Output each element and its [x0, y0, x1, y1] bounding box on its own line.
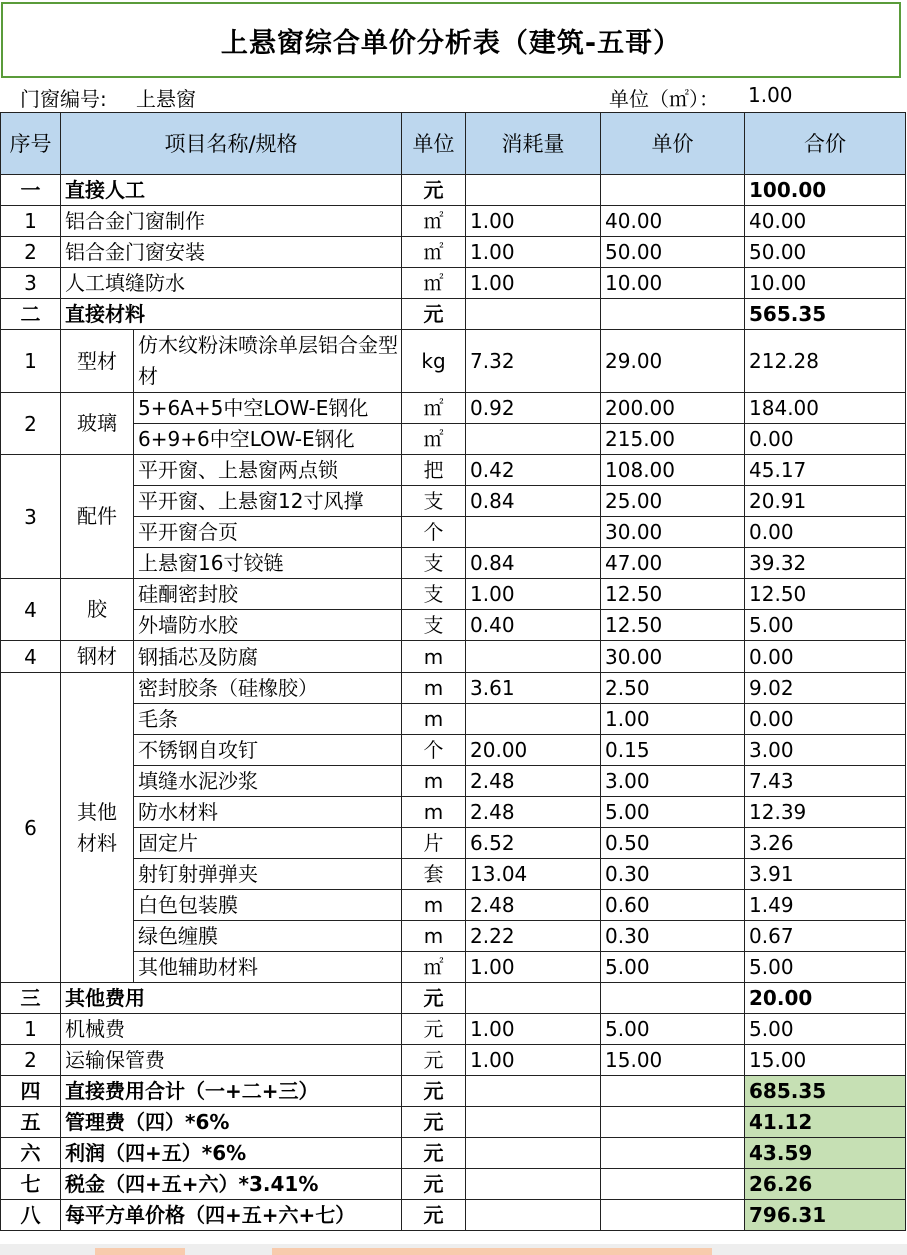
- table-row: [1, 797, 906, 828]
- table-row: [1, 1014, 906, 1045]
- total-cell: 0.00: [745, 517, 906, 548]
- seq-cell: 2: [1, 237, 61, 268]
- table-row: [1, 890, 906, 921]
- name-cell: 平开窗、上悬窗12寸风撑: [134, 486, 402, 517]
- price-cell: 3.00: [601, 766, 745, 797]
- unit-cell: m: [402, 641, 466, 673]
- window-code-label: 门窗编号:: [20, 87, 107, 111]
- total-cell: 50.00: [745, 237, 906, 268]
- table-row: [1, 673, 906, 704]
- unit-cell: 元: [402, 175, 466, 206]
- name-cell: 其他辅助材料: [134, 952, 402, 983]
- name-cell: 射钉射弹弹夹: [134, 859, 402, 890]
- col-header-unit: 单位: [402, 113, 466, 175]
- name-cell: 平开窗、上悬窗两点锁: [134, 455, 402, 486]
- qty-cell: [466, 517, 601, 548]
- qty-cell: [466, 1076, 601, 1107]
- price-cell: 0.50: [601, 828, 745, 859]
- total-cell: 0.00: [745, 704, 906, 735]
- unit-cell: 元: [402, 299, 466, 330]
- table-row: [1, 330, 906, 393]
- seq-cell: 4: [1, 641, 61, 673]
- name-cell: 运输保管费: [61, 1045, 402, 1076]
- qty-cell: [466, 1107, 601, 1138]
- unit-cell: 元: [402, 1138, 466, 1169]
- table-row: [1, 268, 906, 299]
- total-cell: 39.32: [745, 548, 906, 579]
- seq-cell: 1: [1, 330, 61, 393]
- qty-cell: 7.32: [466, 330, 601, 393]
- name-cell: 绿色缠膜: [134, 921, 402, 952]
- unit-cell: kg: [402, 330, 466, 393]
- price-cell: [601, 1076, 745, 1107]
- table-row: [1, 237, 906, 268]
- cost-table: [0, 112, 906, 1231]
- total-cell: 12.39: [745, 797, 906, 828]
- qty-cell: [466, 1138, 601, 1169]
- name-cell: 6+9+6中空LOW-E钢化: [134, 424, 402, 455]
- col-header-qty: 消耗量: [466, 113, 601, 175]
- price-cell: 30.00: [601, 641, 745, 673]
- table-header-row: [1, 113, 906, 175]
- col-header-price: 单价: [601, 113, 745, 175]
- price-cell: 30.00: [601, 517, 745, 548]
- table-row: [1, 921, 906, 952]
- total-cell: 43.59: [745, 1138, 906, 1169]
- total-cell: 184.00: [745, 393, 906, 424]
- total-cell: 41.12: [745, 1107, 906, 1138]
- unit-cell: 支: [402, 610, 466, 641]
- name-cell: 外墙防水胶: [134, 610, 402, 641]
- price-cell: 25.00: [601, 486, 745, 517]
- category-cell: 玻璃: [61, 393, 134, 455]
- unit-cell: 元: [402, 1169, 466, 1200]
- unit-cell: ㎡: [402, 206, 466, 237]
- qty-cell: 1.00: [466, 1014, 601, 1045]
- price-cell: 40.00: [601, 206, 745, 237]
- category-cell: 钢材: [61, 641, 134, 673]
- name-cell: 其他费用: [61, 983, 402, 1014]
- total-cell: 5.00: [745, 1014, 906, 1045]
- title-box: [1, 2, 901, 78]
- unit-cell: 元: [402, 1045, 466, 1076]
- section-row: [1, 983, 906, 1014]
- price-cell: 50.00: [601, 237, 745, 268]
- total-cell: 3.00: [745, 735, 906, 766]
- window-code-value: 上悬窗: [136, 87, 196, 111]
- unit-cell: 片: [402, 828, 466, 859]
- unit-cell: 个: [402, 735, 466, 766]
- info-row: [0, 80, 907, 112]
- name-cell: 每平方单价格（四+五+六+七）: [61, 1200, 402, 1231]
- name-cell: 铝合金门窗安装: [61, 237, 402, 268]
- total-cell: 20.00: [745, 983, 906, 1014]
- unit-cell: m: [402, 797, 466, 828]
- unit-cell: 把: [402, 455, 466, 486]
- price-cell: 1.00: [601, 704, 745, 735]
- name-cell: 直接费用合计（一+二+三）: [61, 1076, 402, 1107]
- total-cell: 5.00: [745, 610, 906, 641]
- seq-cell: 三: [1, 983, 61, 1014]
- price-cell: 215.00: [601, 424, 745, 455]
- name-cell: 仿木纹粉沫喷涂单层铝合金型材: [134, 330, 402, 393]
- qty-cell: 3.61: [466, 673, 601, 704]
- qty-cell: 13.04: [466, 859, 601, 890]
- unit-cell: m: [402, 890, 466, 921]
- price-cell: 0.60: [601, 890, 745, 921]
- total-cell: 9.02: [745, 673, 906, 704]
- name-cell: 防水材料: [134, 797, 402, 828]
- qty-cell: 0.84: [466, 548, 601, 579]
- name-cell: 直接材料: [61, 299, 402, 330]
- table-row: [1, 579, 906, 610]
- unit-cell: ㎡: [402, 393, 466, 424]
- total-cell: 26.26: [745, 1169, 906, 1200]
- name-cell: 白色包装膜: [134, 890, 402, 921]
- unit-cell: 支: [402, 548, 466, 579]
- seq-cell: 4: [1, 579, 61, 641]
- price-cell: 12.50: [601, 579, 745, 610]
- seq-cell: 2: [1, 393, 61, 455]
- price-cell: 0.30: [601, 859, 745, 890]
- price-cell: 2.50: [601, 673, 745, 704]
- name-cell: 填缝水泥沙浆: [134, 766, 402, 797]
- qty-cell: 1.00: [466, 206, 601, 237]
- total-cell: 3.26: [745, 828, 906, 859]
- col-header-name: 项目名称/规格: [61, 113, 402, 175]
- name-cell: 人工填缝防水: [61, 268, 402, 299]
- table-row: [1, 828, 906, 859]
- price-cell: [601, 983, 745, 1014]
- seq-cell: 七: [1, 1169, 61, 1200]
- qty-cell: 0.84: [466, 486, 601, 517]
- qty-cell: [466, 424, 601, 455]
- qty-cell: 1.00: [466, 1045, 601, 1076]
- unit-cell: m: [402, 921, 466, 952]
- summary-row: [1, 1169, 906, 1200]
- total-cell: 100.00: [745, 175, 906, 206]
- qty-cell: 2.48: [466, 766, 601, 797]
- qty-cell: [466, 1169, 601, 1200]
- unit-cell: m: [402, 766, 466, 797]
- total-cell: 40.00: [745, 206, 906, 237]
- table-row: [1, 486, 906, 517]
- section-row: [1, 175, 906, 206]
- qty-cell: [466, 641, 601, 673]
- name-cell: 不锈钢自攻钉: [134, 735, 402, 766]
- section-row: [1, 299, 906, 330]
- unit-cell: 支: [402, 579, 466, 610]
- unit-cell: ㎡: [402, 268, 466, 299]
- category-cell: 胶: [61, 579, 134, 641]
- table-row: [1, 641, 906, 673]
- qty-cell: 1.00: [466, 952, 601, 983]
- seq-cell: 五: [1, 1107, 61, 1138]
- sheet-bottom-strip: [0, 1244, 907, 1255]
- unit-cell: ㎡: [402, 952, 466, 983]
- total-cell: 7.43: [745, 766, 906, 797]
- total-cell: 0.00: [745, 641, 906, 673]
- total-cell: 12.50: [745, 579, 906, 610]
- price-cell: [601, 175, 745, 206]
- unit-cell: m: [402, 673, 466, 704]
- summary-row: [1, 1138, 906, 1169]
- total-cell: 10.00: [745, 268, 906, 299]
- qty-cell: [466, 983, 601, 1014]
- qty-cell: 6.52: [466, 828, 601, 859]
- qty-cell: 0.40: [466, 610, 601, 641]
- unit-cell: 支: [402, 486, 466, 517]
- total-cell: 20.91: [745, 486, 906, 517]
- seq-cell: 二: [1, 299, 61, 330]
- table-row: [1, 859, 906, 890]
- seq-cell: 3: [1, 455, 61, 579]
- unit-cell: 元: [402, 1014, 466, 1045]
- name-cell: 铝合金门窗制作: [61, 206, 402, 237]
- name-cell: 固定片: [134, 828, 402, 859]
- total-cell: 1.49: [745, 890, 906, 921]
- total-cell: 3.91: [745, 859, 906, 890]
- seq-cell: 2: [1, 1045, 61, 1076]
- name-cell: 钢插芯及防腐: [134, 641, 402, 673]
- name-cell: 硅酮密封胶: [134, 579, 402, 610]
- price-cell: 15.00: [601, 1045, 745, 1076]
- unit-cell: 个: [402, 517, 466, 548]
- qty-cell: [466, 1200, 601, 1231]
- price-cell: [601, 1138, 745, 1169]
- summary-row: [1, 1200, 906, 1231]
- name-cell: 5+6A+5中空LOW-E钢化: [134, 393, 402, 424]
- category-cell: 其他材料: [61, 673, 134, 983]
- name-cell: 上悬窗16寸铰链: [134, 548, 402, 579]
- total-cell: 212.28: [745, 330, 906, 393]
- table-row: [1, 766, 906, 797]
- table-row: [1, 517, 906, 548]
- unit-cell: 元: [402, 1200, 466, 1231]
- unit-cell: 元: [402, 1076, 466, 1107]
- seq-cell: 六: [1, 1138, 61, 1169]
- name-cell: 机械费: [61, 1014, 402, 1045]
- table-row: [1, 610, 906, 641]
- price-cell: [601, 1107, 745, 1138]
- qty-cell: 20.00: [466, 735, 601, 766]
- seq-cell: 1: [1, 206, 61, 237]
- name-cell: 密封胶条（硅橡胶）: [134, 673, 402, 704]
- seq-cell: 一: [1, 175, 61, 206]
- seq-cell: 八: [1, 1200, 61, 1231]
- table-row: [1, 206, 906, 237]
- total-cell: 45.17: [745, 455, 906, 486]
- unit-cell: m: [402, 704, 466, 735]
- price-cell: 5.00: [601, 797, 745, 828]
- unit-cell: ㎡: [402, 424, 466, 455]
- price-cell: 12.50: [601, 610, 745, 641]
- name-cell: 利润（四+五）*6%: [61, 1138, 402, 1169]
- seq-cell: 四: [1, 1076, 61, 1107]
- table-row: [1, 393, 906, 424]
- seq-cell: 6: [1, 673, 61, 983]
- price-cell: 10.00: [601, 268, 745, 299]
- price-cell: 0.15: [601, 735, 745, 766]
- total-cell: 796.31: [745, 1200, 906, 1231]
- table-row: [1, 1045, 906, 1076]
- table-row: [1, 455, 906, 486]
- qty-cell: [466, 704, 601, 735]
- qty-cell: 1.00: [466, 237, 601, 268]
- qty-cell: 2.22: [466, 921, 601, 952]
- table-row: [1, 424, 906, 455]
- total-cell: 0.00: [745, 424, 906, 455]
- unit-cell: 元: [402, 1107, 466, 1138]
- qty-cell: 1.00: [466, 268, 601, 299]
- total-cell: 5.00: [745, 952, 906, 983]
- unit-label: 单位（㎡）：: [609, 87, 719, 111]
- sheet-tab-marker: [272, 1248, 712, 1255]
- total-cell: 565.35: [745, 299, 906, 330]
- summary-row: [1, 1076, 906, 1107]
- price-cell: [601, 299, 745, 330]
- unit-cell: 套: [402, 859, 466, 890]
- unit-cell: ㎡: [402, 237, 466, 268]
- total-cell: 0.67: [745, 921, 906, 952]
- price-cell: 200.00: [601, 393, 745, 424]
- seq-cell: 3: [1, 268, 61, 299]
- price-cell: [601, 1200, 745, 1231]
- qty-cell: [466, 299, 601, 330]
- qty-cell: [466, 175, 601, 206]
- qty-cell: 0.42: [466, 455, 601, 486]
- qty-cell: 2.48: [466, 797, 601, 828]
- name-cell: 直接人工: [61, 175, 402, 206]
- table-row: [1, 735, 906, 766]
- total-cell: 685.35: [745, 1076, 906, 1107]
- category-cell: 型材: [61, 330, 134, 393]
- price-cell: [601, 1169, 745, 1200]
- name-cell: 毛条: [134, 704, 402, 735]
- table-row: [1, 548, 906, 579]
- table-row: [1, 704, 906, 735]
- col-header-total: 合价: [745, 113, 906, 175]
- qty-cell: 0.92: [466, 393, 601, 424]
- col-header-seq: 序号: [1, 113, 61, 175]
- price-cell: 0.30: [601, 921, 745, 952]
- unit-value: 1.00: [748, 83, 793, 107]
- name-cell: 税金（四+五+六）*3.41%: [61, 1169, 402, 1200]
- price-cell: 29.00: [601, 330, 745, 393]
- qty-cell: 2.48: [466, 890, 601, 921]
- price-cell: 47.00: [601, 548, 745, 579]
- total-cell: 15.00: [745, 1045, 906, 1076]
- seq-cell: 1: [1, 1014, 61, 1045]
- category-cell: 配件: [61, 455, 134, 579]
- qty-cell: 1.00: [466, 579, 601, 610]
- page-title: 上悬窗综合单价分析表（建筑-五哥）: [220, 27, 682, 59]
- table-row: [1, 952, 906, 983]
- price-cell: 108.00: [601, 455, 745, 486]
- price-cell: 5.00: [601, 1014, 745, 1045]
- price-cell: 5.00: [601, 952, 745, 983]
- unit-cell: 元: [402, 983, 466, 1014]
- name-cell: 管理费（四）*6%: [61, 1107, 402, 1138]
- name-cell: 平开窗合页: [134, 517, 402, 548]
- summary-row: [1, 1107, 906, 1138]
- sheet-tab-marker: [95, 1248, 185, 1255]
